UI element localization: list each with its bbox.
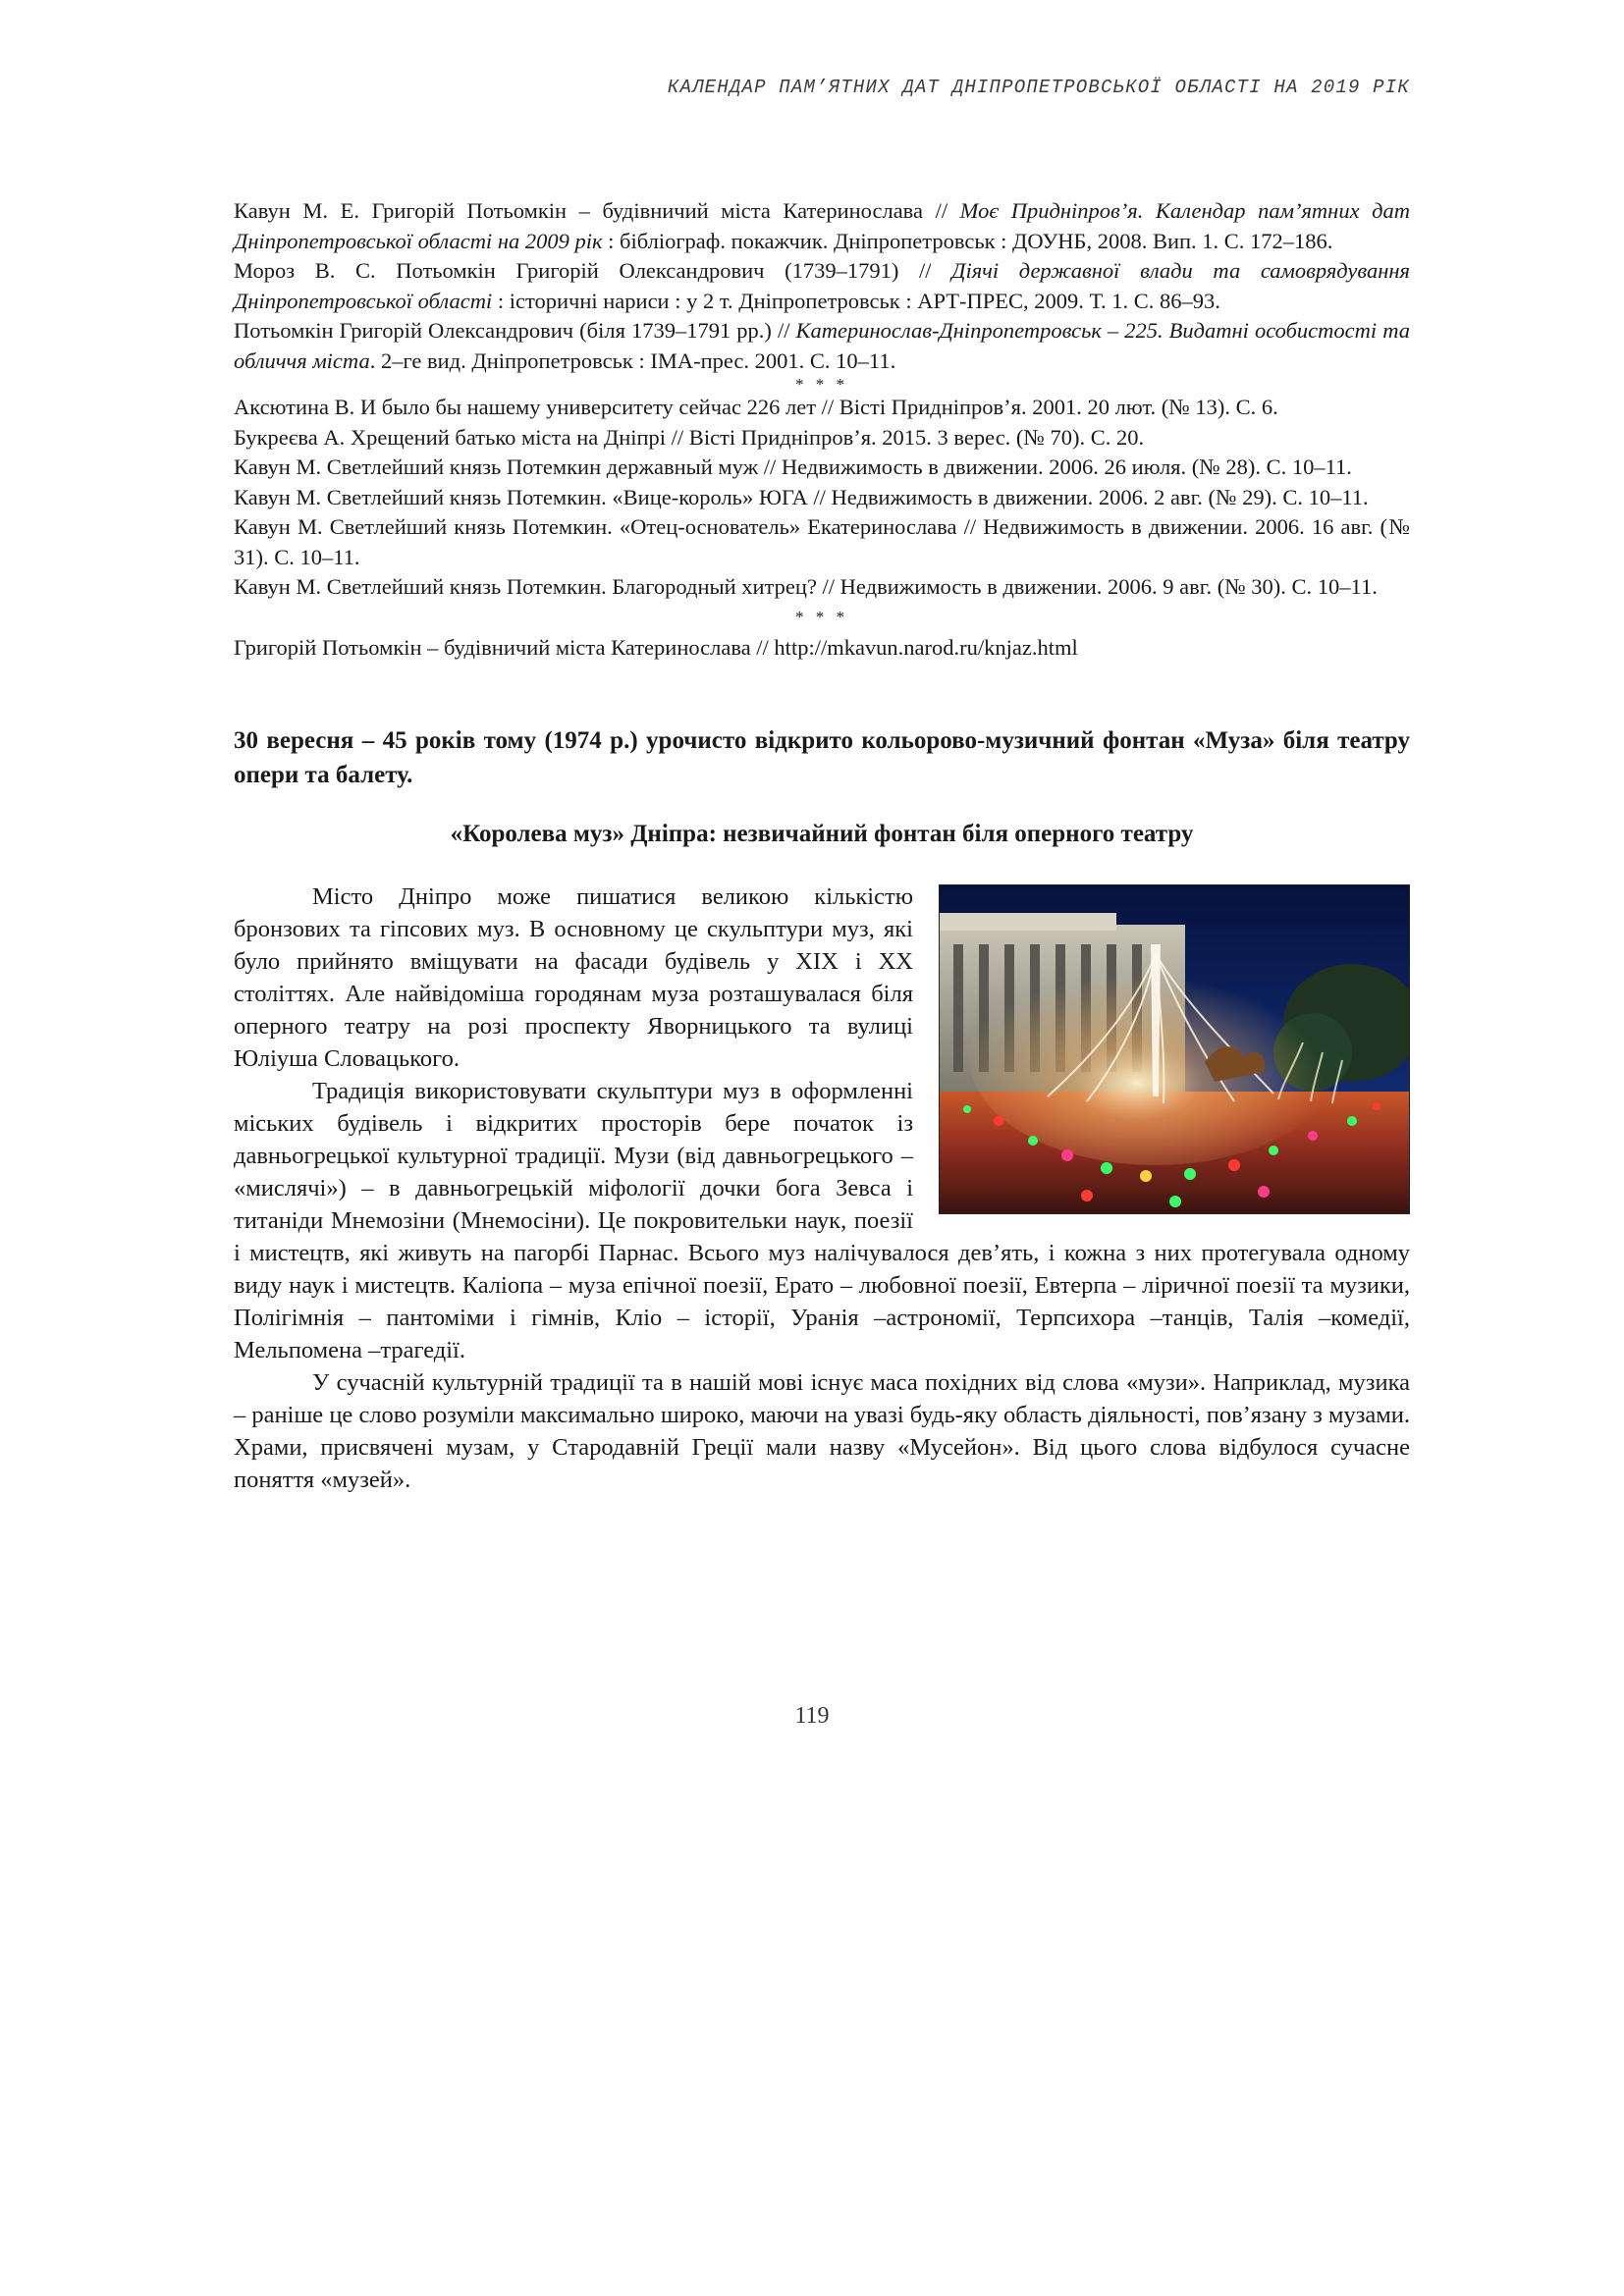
article-body — [234, 881, 1410, 1496]
section-separator: * * * — [795, 607, 848, 626]
fountain-photo — [939, 884, 1410, 1214]
bib-entry: Кавун М. Светлейший князь Потемкин. Благородный хитрец? // Недвижимость в движении. 2006. 9 авг. (№ 30). С. 10–11. — [234, 574, 1378, 599]
bib-entry: Потьомкін Григорій Олександрович (біля 1739–1791 рр.) // Катеринослав-Дніпропетровськ – 225. Видатні особистості та обличчя міста. 2–ге вид. Дніпропетровськ : ІМА-прес. 2001. С. 10–11. — [234, 318, 1410, 373]
article-title: «Королева муз» Дніпра: незвичайний фонтан біля оперного театру — [450, 821, 1194, 847]
page-number: 119 — [794, 1703, 830, 1729]
bib-entry: Кавун М. Светлейший князь Потемкин державный муж // Недвижимость в движении. 2006. 26 июля. (№ 28). С. 10–11. — [234, 454, 1352, 479]
page-content — [234, 196, 1410, 1496]
article-paragraph: У сучасній культурній традиції та в нашій мові існує маса похідних від слова «музи». Наприклад, музика – раніше це слово розуміли максимально широко, маючи на увазі будь-яку область діяльності, пов’язану з музами. Храми, присвячені музам, у Стародавній Греції мали назву «Мусейон». Від цього слова відбулося сучасне поняття «музей». — [234, 1369, 1410, 1493]
running-header: КАЛЕНДАР ПАМ’ЯТНИХ ДАТ ДНІПРОПЕТРОВСЬКОЇ ОБЛАСТІ НА 2019 РІК — [667, 77, 1410, 98]
article-paragraph: Місто Дніпро може пишатися великою кількістю бронзових та гіпсових муз. В основному це скульптури муз, які було прийнято вміщувати на фасади будівель у XIX і XX століттях. Але найвідоміша городянам муза розташувалася біля оперного театру на розі проспекту Яворницького та вулиці Юліуша Словацького. — [234, 883, 913, 1072]
section-separator: * * * — [795, 375, 848, 394]
bib-entry: Кавун М. Е. Григорій Потьомкін – будівничий міста Катеринослава // Моє Придніпров’я. Календар пам’ятних дат Дніпропетровської області на 2009 рік : бібліограф. покажчик. Дніпропетровськ : ДОУНБ, 2008. Вип. 1. С. 172–186. — [234, 198, 1411, 253]
bib-entry: Кавун М. Светлейший князь Потемкин. «Вице-король» ЮГА // Недвижимость в движении. 2006. 2 авг. (№ 29). С. 10–11. — [234, 484, 1369, 509]
bibliography-block-1 — [234, 196, 1410, 376]
article-paragraph: Традиція використовувати скульптури муз в оформленні міських будівель і відкритих просторів бере початок із давньогрецької культурної традиції. Музи (від давньогрецького – «мислячі») – в давньогрецькій міфології дочки бога Зевса і титаніди Мнемозіни (Мнемосіни). Це покровительки наук, поезії і мистецтв, які живуть на пагорбі Парнас. Всього муз налічувалося дев’ять, і кожна з них протегувала одному виду наук і мистецтв. Каліопа – муза епічної поезії, Ерато – любовної поезії, Евтерпа – ліричної поезії та музики, Полігімнія – пантоміми і гімнів, Кліо – історії, Уранія –астрономії, Терпсихора –танців, Талія –комедії, Мельпомена –трагедії. — [234, 1078, 1410, 1363]
web-reference: Григорій Потьомкін – будівничий міста Катеринослава // http://mkavun.narod.ru/knjaz.html — [234, 634, 1078, 660]
bib-entry: Аксютина В. И было бы нашему университету сейчас 226 лет // Вісті Придніпров’я. 2001. 20 лют. (№ 13). С. 6. — [234, 395, 1278, 419]
web-reference-block — [234, 633, 1410, 664]
bib-entry: Мороз В. С. Потьомкін Григорій Олександрович (1739–1791) // Діячі державної влади та самоврядування Дніпропетровської області : історичні нариси : у 2 т. Дніпропетровськ : АРТ-ПРЕС, 2009. Т. 1. С. 86–93. — [234, 258, 1411, 313]
date-announcement: 30 вересня – 45 років тому (1974 р.) урочисто відкрито кольорово-музичний фонтан «Муза» біля театру опери та балету. — [234, 727, 1410, 788]
bib-entry: Кавун М. Светлейший князь Потемкин. «Отец-основатель» Екатеринослава // Недвижимость в движении. 2006. 16 авг. (№ 31). С. 10–11. — [234, 514, 1410, 569]
bibliography-block-2 — [234, 393, 1410, 603]
bib-entry: Букреєва А. Хрещений батько міста на Дніпрі // Вісті Придніпров’я. 2015. 3 верес. (№ 70). С. 20. — [234, 424, 1145, 450]
